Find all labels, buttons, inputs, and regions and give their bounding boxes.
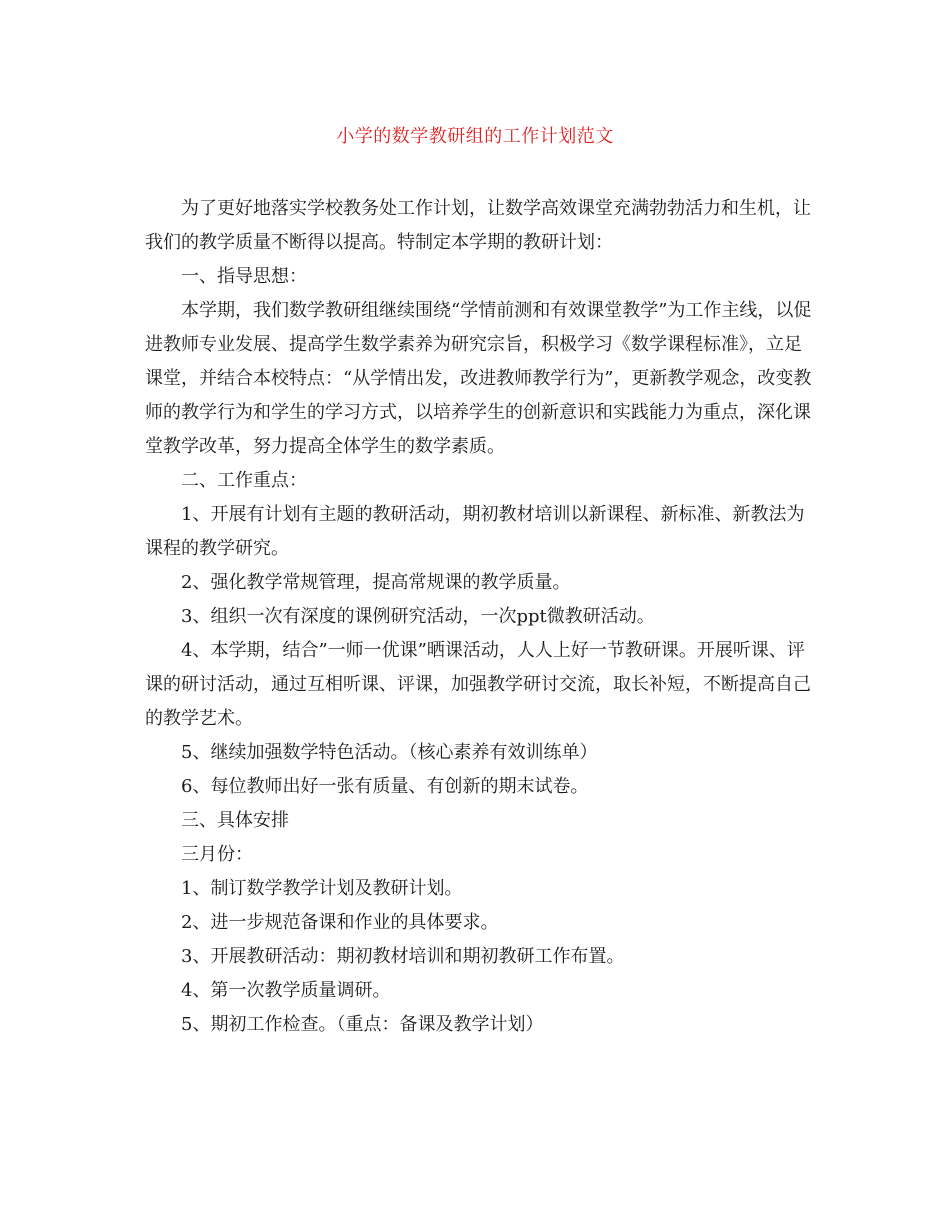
- heading-arrangement: 三、具体安排: [181, 810, 289, 831]
- document-title: 小学的数学教研组的工作计划范文: [336, 126, 614, 147]
- list-item: 4、本学期，结合”一师一优课”晒课活动，人人上好一节教研课。开展听课、评课的研讨活动，通过互相听课、评课，加强教学研讨交流，取长补短，不断提高自己的教学艺术。: [145, 640, 811, 729]
- list-item: 5、期初工作检查。（重点：备课及教学计划）: [181, 1014, 544, 1035]
- list-item: 6、每位教师出好一张有质量、有创新的期末试卷。: [181, 776, 589, 797]
- heading-march: 三月份：: [181, 844, 253, 865]
- list-item: 1、制订数学教学计划及教研计划。: [181, 878, 463, 899]
- list-item: 5、继续加强数学特色活动。（核心素养有效训练单）: [181, 742, 598, 763]
- list-item: 1、开展有计划有主题的教研活动，期初教材培训以新课程、新标准、新教法为课程的教学研究。: [145, 504, 805, 559]
- list-item: 3、开展教研活动：期初教材培训和期初教研工作布置。: [181, 946, 625, 967]
- list-item: 4、第一次教学质量调研。: [181, 980, 391, 1001]
- heading-guiding-ideas: 一、指导思想：: [181, 266, 307, 287]
- list-item: 2、强化教学常规管理，提高常规课的教学质量。: [181, 572, 571, 593]
- paragraph-intro: 为了更好地落实学校教务处工作计划，让数学高效课堂充满勃勃活力和生机，让我们的教学质量不断得以提高。特制定本学期的教研计划：: [145, 198, 811, 253]
- list-item: 3、组织一次有深度的课例研究活动，一次ppt微教研活动。: [181, 606, 655, 627]
- list-item: 2、进一步规范备课和作业的具体要求。: [181, 912, 499, 933]
- document-body: [145, 192, 815, 1042]
- paragraph-guiding-ideas: 本学期，我们数学教研组继续围绕“学情前测和有效课堂教学”为工作主线，以促进教师专业发展、提高学生数学素养为研究宗旨，积极学习《数学课程标准》，立足课堂，并结合本校特点：“从学情出发，改进教师教学行为”，更新教学观念，改变教师的教学行为和学生的学习方式，以培养学生的创新意识和实践能力为重点，深化课堂教学改革，努力提高全体学生的数学素质。: [145, 300, 812, 457]
- heading-work-focus: 二、工作重点：: [181, 470, 307, 491]
